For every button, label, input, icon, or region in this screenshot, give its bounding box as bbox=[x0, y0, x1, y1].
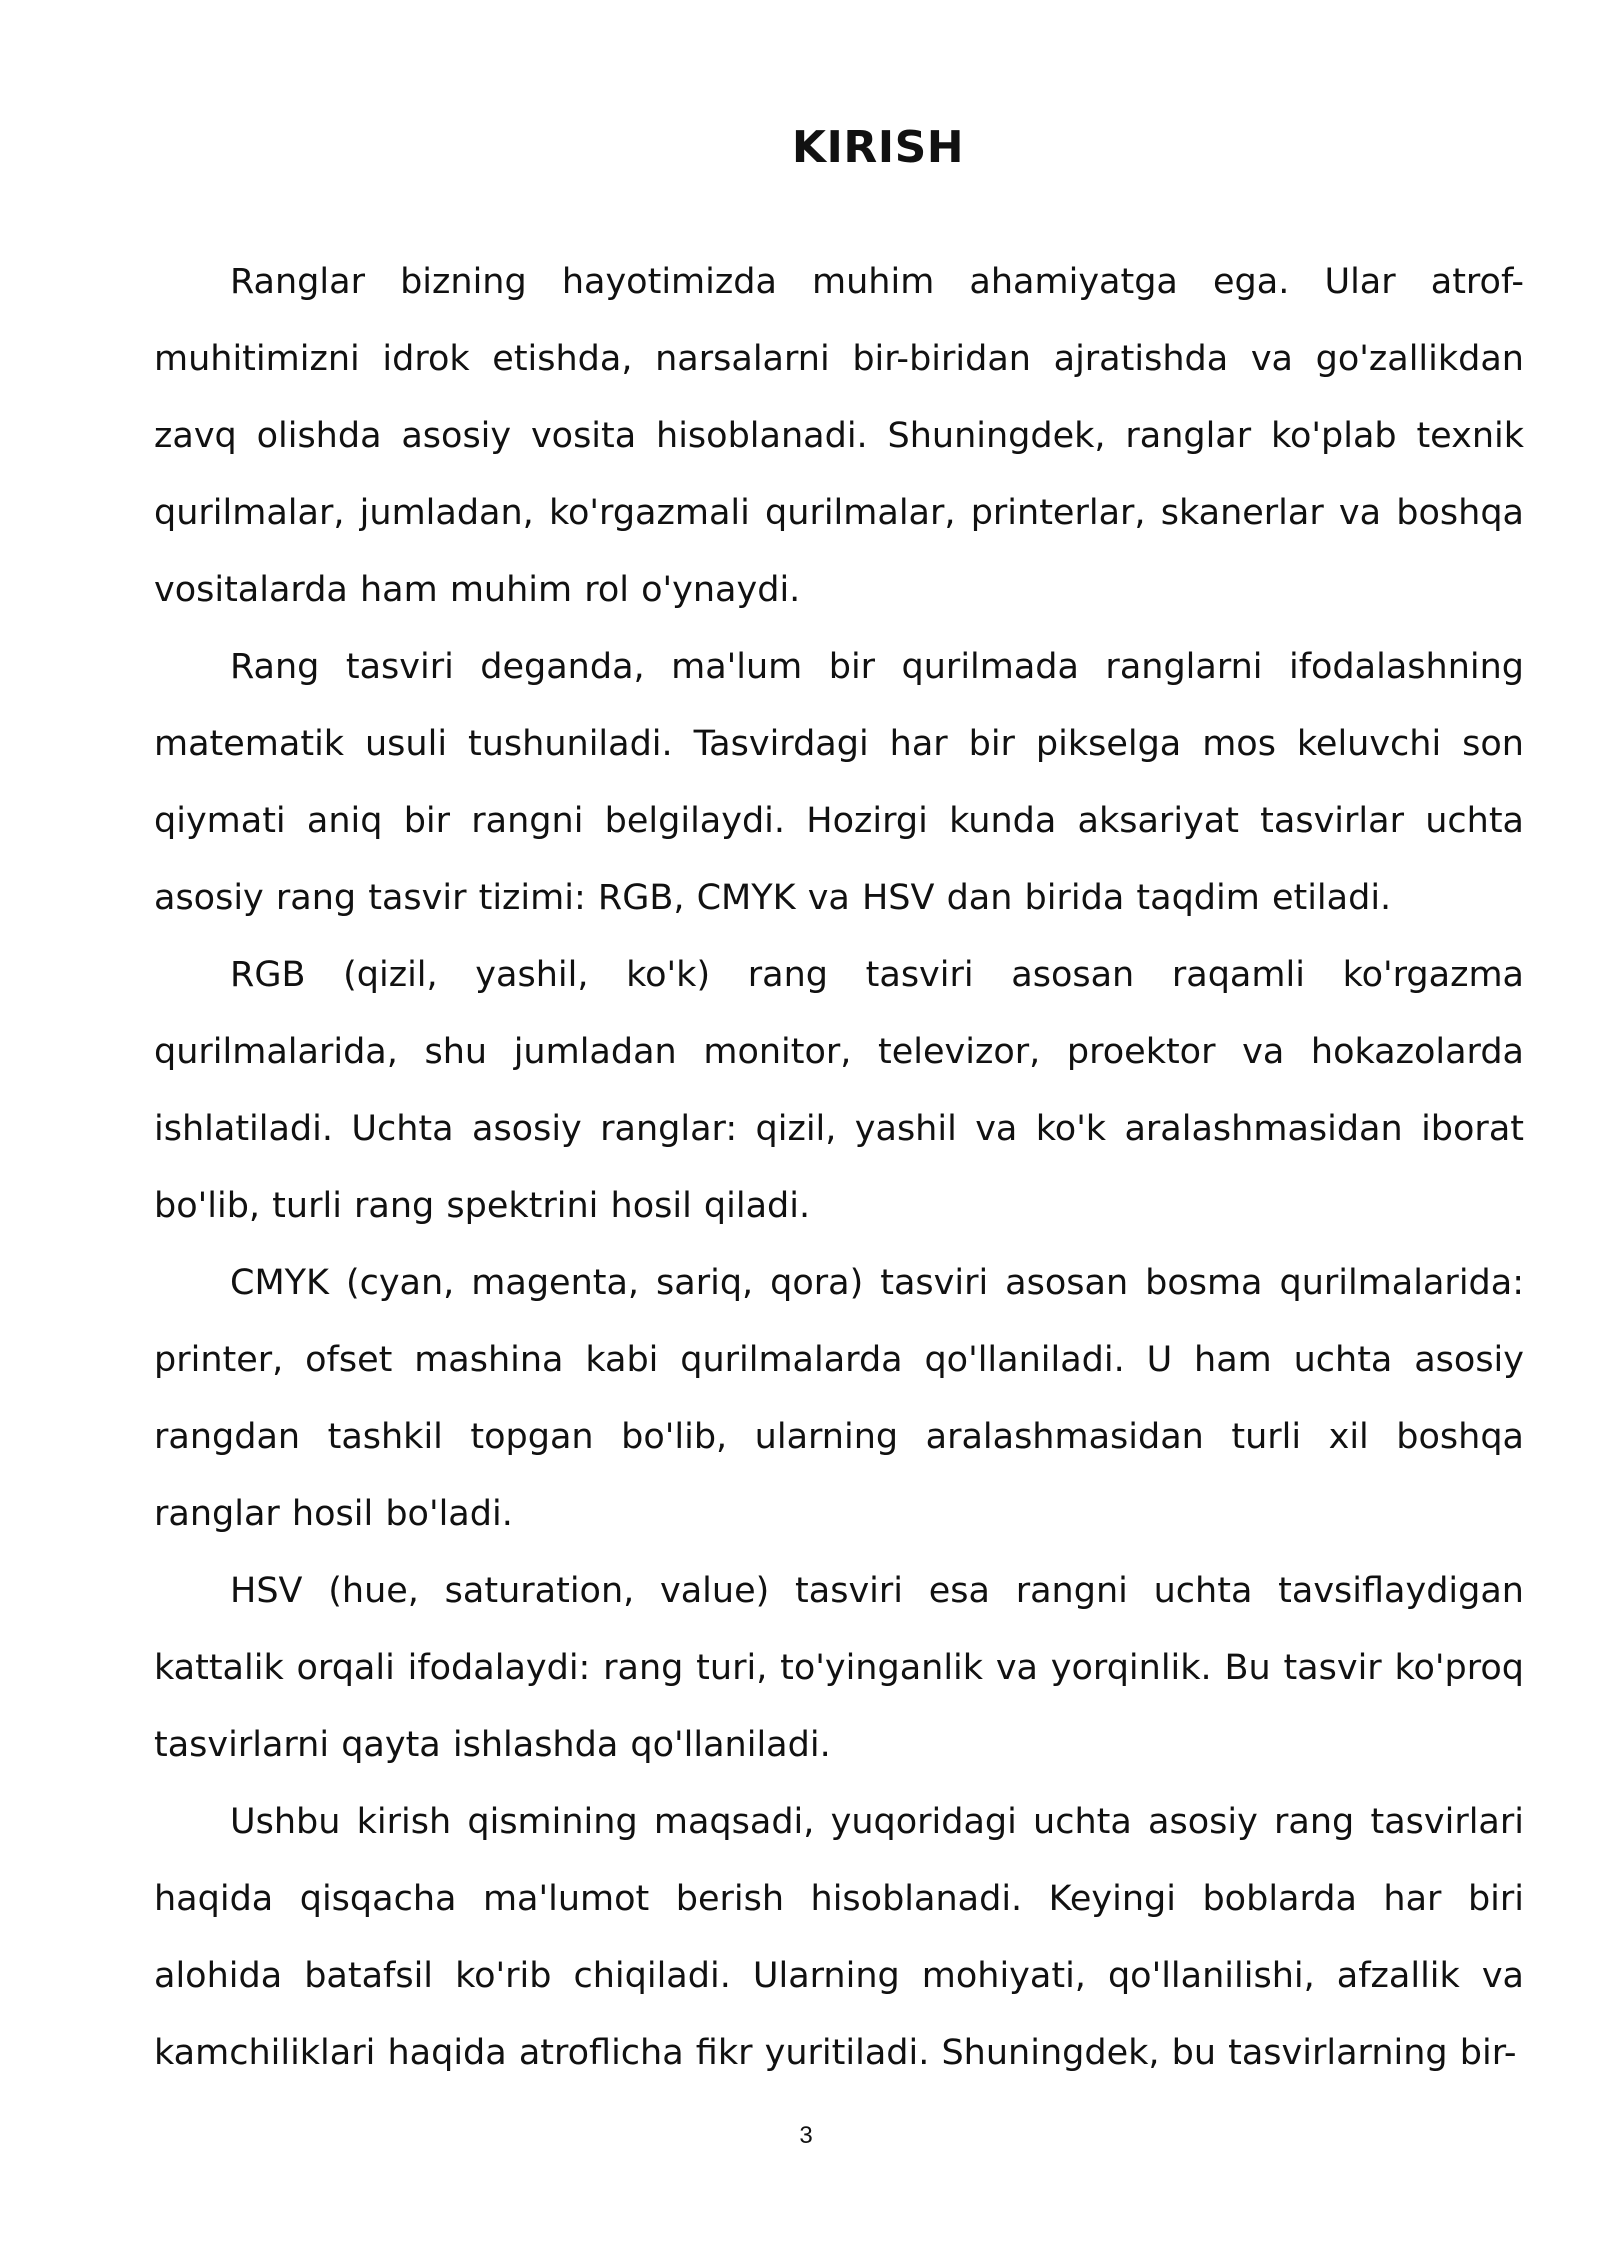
paragraph: Rang tasviri deganda, ma'lum bir qurilmada ranglarni ifodalashning matematik usuli tushuniladi. Tasvirdagi har bir pikselga mos keluvchi son qiymati aniq bir rangni belgilaydi. Hozirgi kunda aksariyat tasvirlar uchta asosiy rang tasvir tizimi: RGB, CMYK va HSV dan birida taqdim etiladi. bbox=[154, 647, 1524, 918]
paragraph: CMYK (cyan, magenta, sariq, qora) tasviri asosan bosma qurilmalarida: printer, ofset mashina kabi qurilmalarda qo'llaniladi. U ham uchta asosiy rangdan tashkil topgan bo'lib, ularning aralashmasidan turli xil boshqa ranglar hosil bo'ladi. bbox=[154, 1263, 1524, 1534]
paragraph: Ushbu kirish qismining maqsadi, yuqoridagi uchta asosiy rang tasvirlari haqida qisqacha ma'lumot berish hisoblanadi. Keyingi boblarda har biri alohida batafsil ko'rib chiqiladi. Ularning mohiyati, qo'llanilishi, afzallik va kamchiliklari haqida atroflicha fikr yuritiladi. Shuningdek, bu tasvirlarning bir- bbox=[154, 1802, 1524, 2073]
paragraph: HSV (hue, saturation, value) tasviri esa rangni uchta tavsiflaydigan kattalik orqali ifodalaydi: rang turi, to'yinganlik va yorqinlik. Bu tasvir ko'proq tasvirlarni qayta ishlashda qo'llaniladi. bbox=[154, 1571, 1524, 1765]
page-title: KIRISH bbox=[791, 122, 965, 173]
paragraph: RGB (qizil, yashil, ko'k) rang tasviri asosan raqamli ko'rgazma qurilmalarida, shu jumladan monitor, televizor, proektor va hokazolarda ishlatiladi. Uchta asosiy ranglar: qizil, yashil va ko'k aralashmasidan iborat bo'lib, turli rang spektrini hosil qiladi. bbox=[154, 955, 1524, 1226]
body-text bbox=[154, 244, 1524, 2092]
page-number: 3 bbox=[799, 2122, 813, 2149]
paragraph: Ranglar bizning hayotimizda muhim ahamiyatga ega. Ular atrof-muhitimizni idrok etishda, narsalarni bir-biridan ajratishda va go'zallikdan zavq olishda asosiy vosita hisoblanadi. Shuningdek, ranglar ko'plab texnik qurilmalar, jumladan, ko'rgazmali qurilmalar, printerlar, skanerlar va boshqa vositalarda ham muhim rol o'ynaydi. bbox=[154, 262, 1524, 610]
